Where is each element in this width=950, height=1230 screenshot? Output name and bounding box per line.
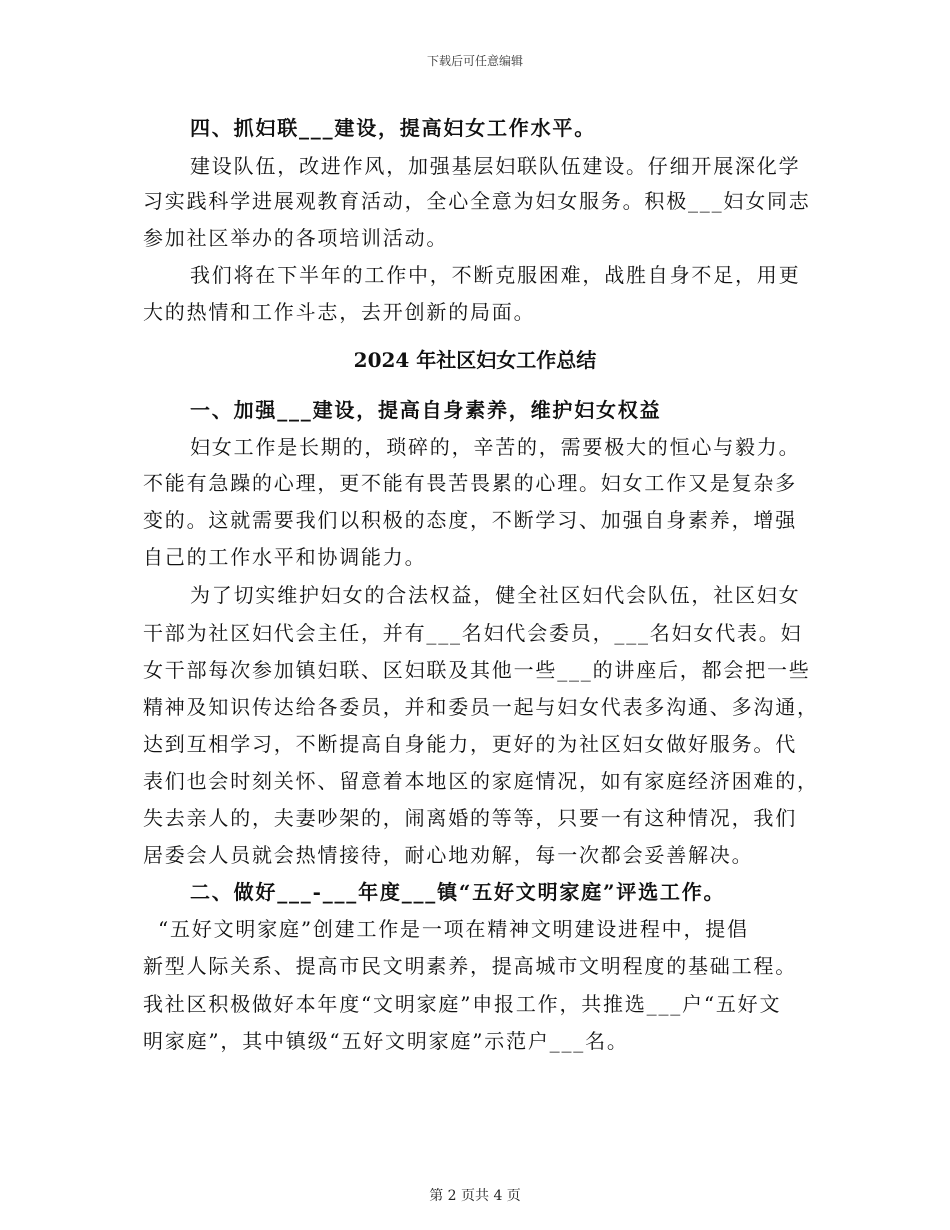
- paragraph-line: 新型人际关系、提高市民文明素养，提高城市文明程度的基础工程。: [143, 954, 797, 978]
- paragraph-line: 表们也会时刻关怀、留意着本地区的家庭情况，如有家庭经济困难的，: [143, 769, 819, 793]
- section-heading: 二、做好___-___年度___镇“五好文明家庭”评选工作。: [190, 880, 726, 904]
- paragraph-line: 我们将在下半年的工作中，不断克服困难，战胜自身不足，用更: [190, 263, 801, 287]
- paragraph-line: 居委会人员就会热情接待，耐心地劝解，每一次都会妥善解决。: [143, 843, 754, 867]
- paragraph-line: 干部为社区妇代会主任，并有___名妇代会委员，___名妇女代表。妇: [143, 621, 803, 645]
- section-heading: 一、加强___建设，提高自身素养，维护妇女权益: [190, 398, 662, 422]
- paragraph-line: 大的热情和工作斗志，去开创新的局面。: [143, 300, 536, 324]
- paragraph-line: 习实践科学进展观教育活动，全心全意为妇女服务。积极___妇女同志: [143, 189, 811, 213]
- page-header: 下载后可任意编辑: [426, 54, 523, 68]
- paragraph-line: 变的。这就需要我们以积极的态度，不断学习、加强自身素养，增强: [143, 508, 797, 532]
- paragraph-line: 明家庭”，其中镇级“五好文明家庭”示范户___名。: [143, 1029, 629, 1053]
- paragraph-line: 妇女工作是长期的，琐碎的，辛苦的，需要极大的恒心与毅力。: [190, 435, 801, 459]
- paragraph-line: “五好文明家庭”创建工作是一项在精神文明建设进程中，提倡: [158, 917, 749, 941]
- paragraph-line: 我社区积极做好本年度“文明家庭”申报工作，共推选___户“五好文: [143, 992, 782, 1016]
- document-title: 2024 年社区妇女工作总结: [353, 348, 597, 372]
- section-heading: 四、抓妇联___建设，提高妇女工作水平。: [190, 116, 596, 140]
- paragraph-line: 失去亲人的，夫妻吵架的，闹离婚的等等，只要一有这种情况，我们: [143, 806, 797, 830]
- paragraph-line: 自己的工作水平和协调能力。: [143, 545, 427, 569]
- paragraph-line: 为了切实维护妇女的合法权益，健全社区妇代会队伍，社区妇女: [190, 583, 801, 607]
- paragraph-line: 女干部每次参加镇妇联、区妇联及其他一些___的讲座后，都会把一些: [143, 658, 811, 682]
- paragraph-line: 精神及知识传达给各委员，并和委员一起与妇女代表多沟通、多沟通，: [143, 695, 819, 719]
- paragraph-line: 不能有急躁的心理，更不能有畏苦畏累的心理。妇女工作又是复杂多: [143, 471, 797, 495]
- paragraph-line: 建设队伍，改进作风，加强基层妇联队伍建设。仔细开展深化学: [190, 154, 801, 178]
- paragraph-line: 参加社区举办的各项培训活动。: [143, 226, 449, 250]
- paragraph-line: 达到互相学习，不断提高自身能力，更好的为社区妇女做好服务。代: [143, 732, 797, 756]
- page-footer: 第 2 页共 4 页: [429, 1188, 521, 1204]
